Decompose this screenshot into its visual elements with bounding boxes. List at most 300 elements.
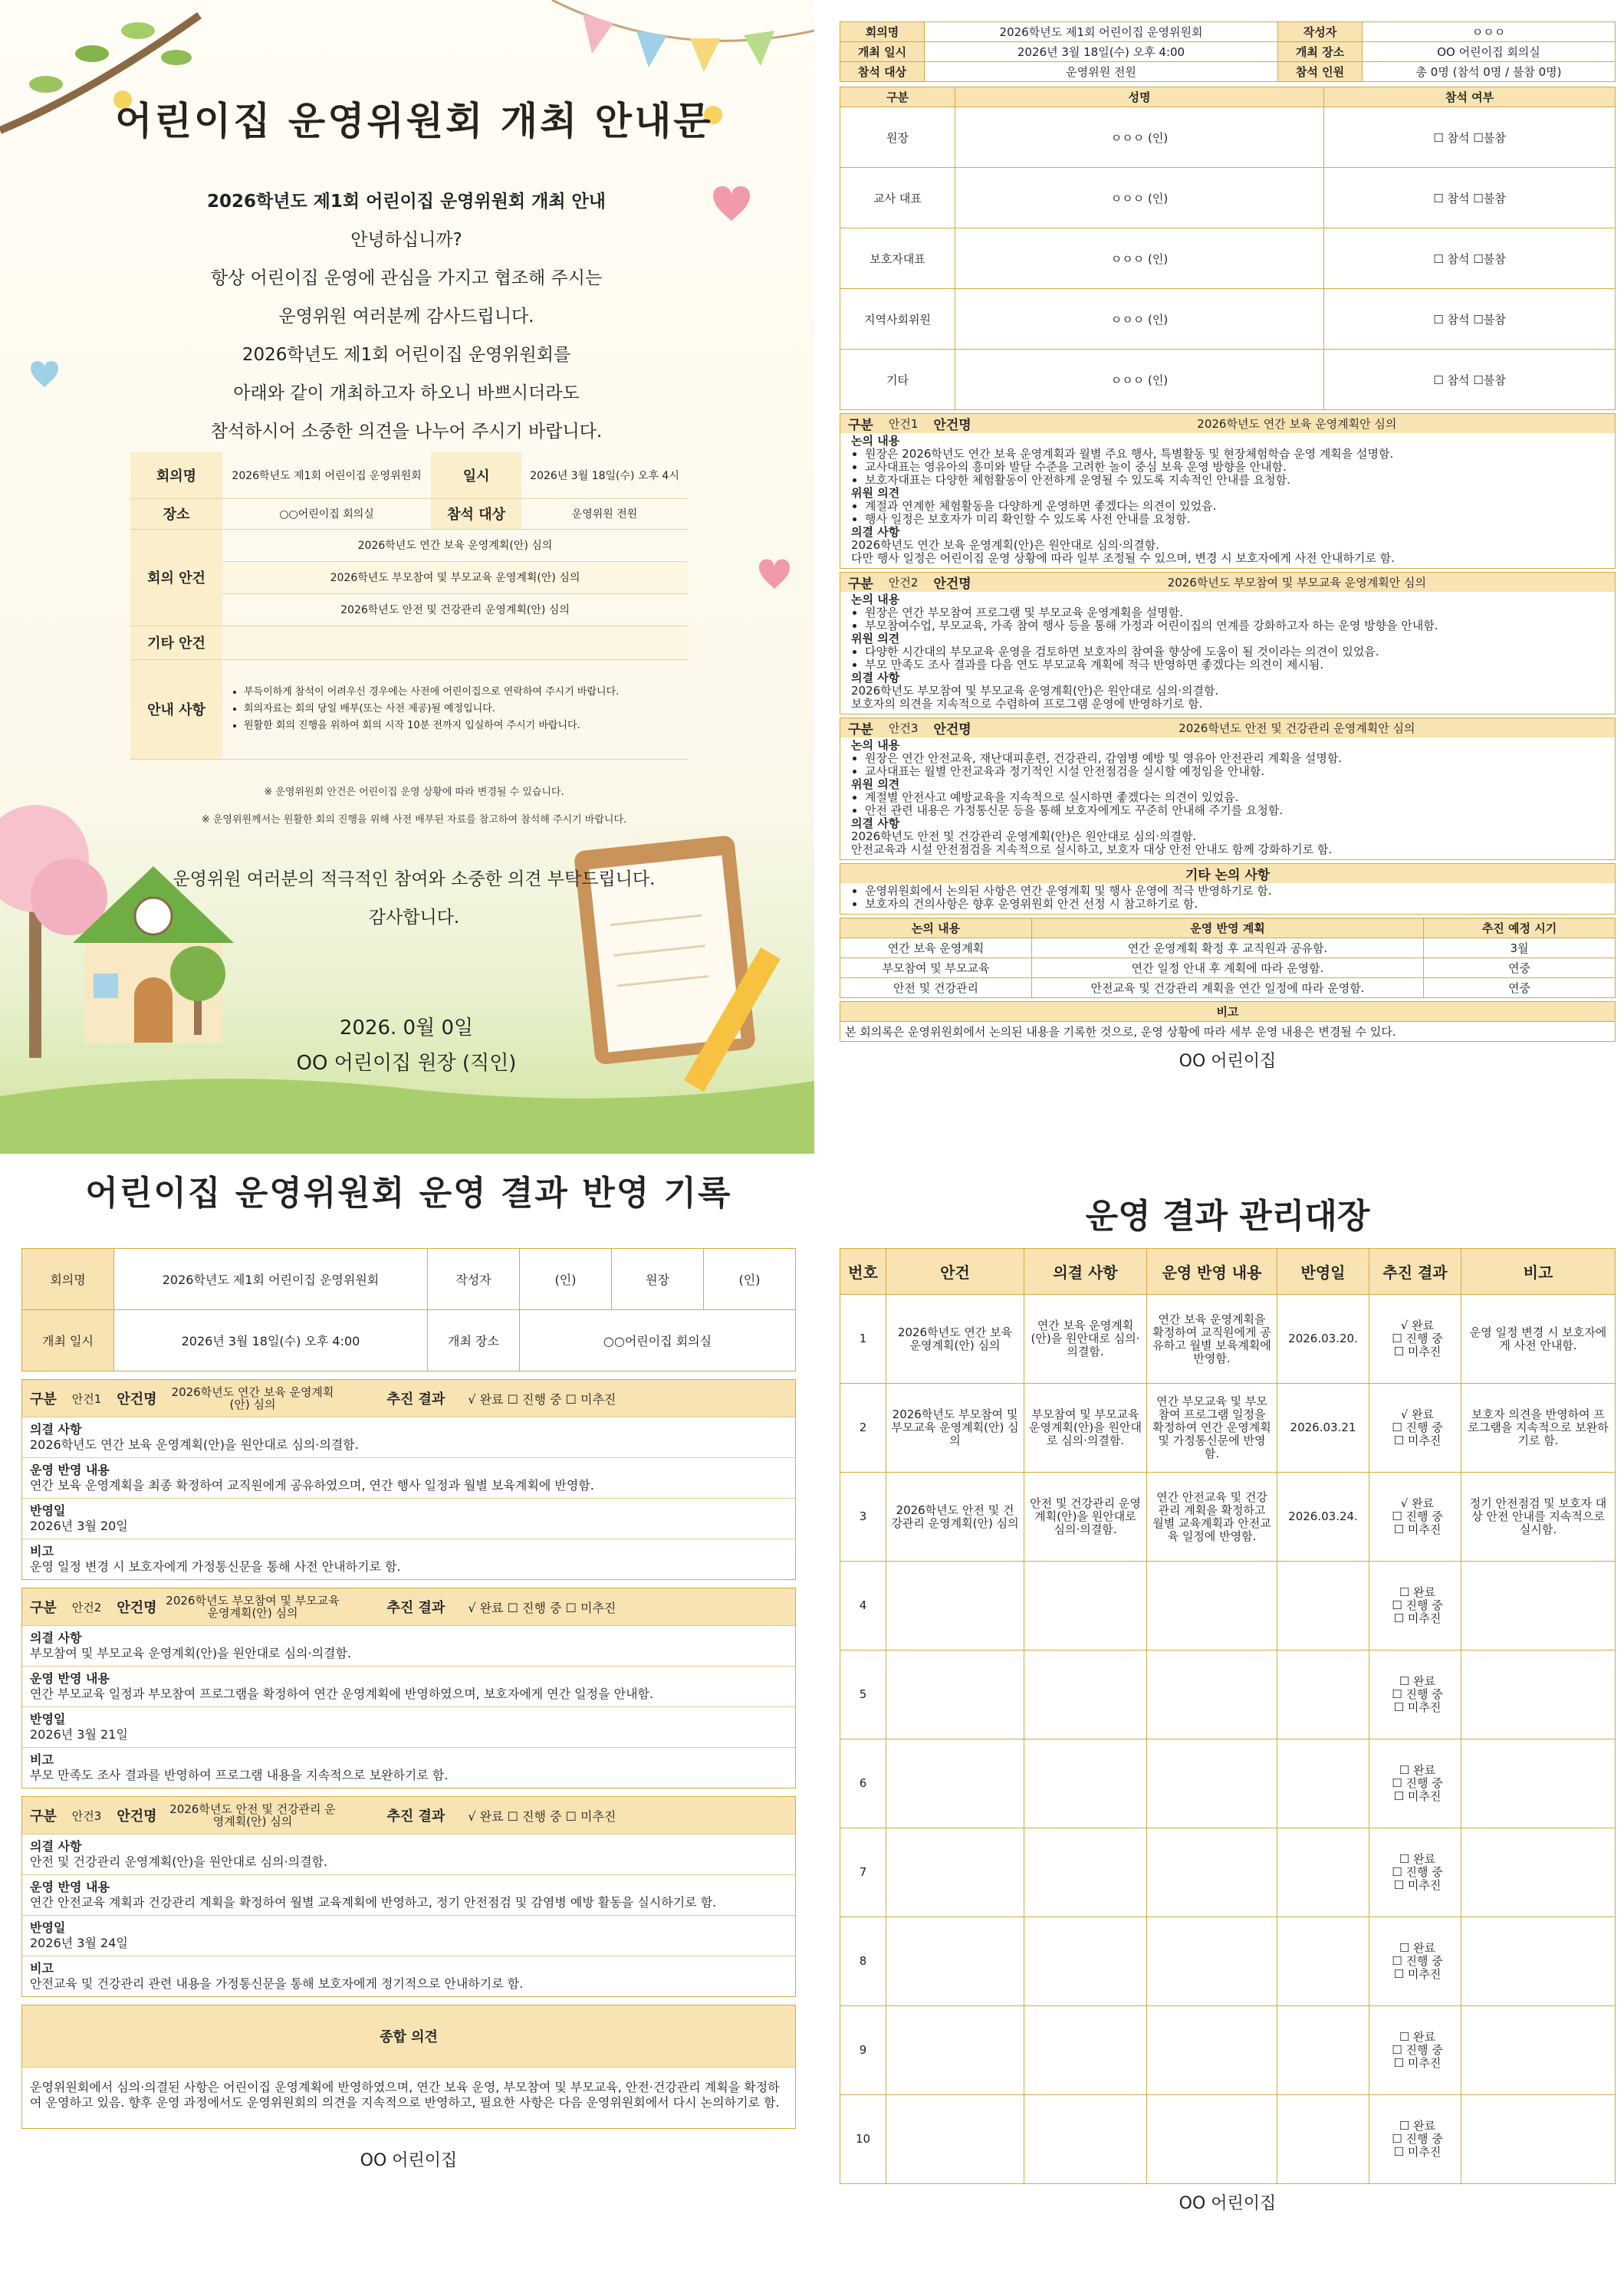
label-remark: 비고 <box>30 1544 54 1559</box>
label-remark: 비고 <box>30 1752 54 1767</box>
meeting-name: 2026학년도 제1회 어린이집 운영위원회 <box>222 452 431 498</box>
date-text: 2026년 3월 20일 <box>30 1519 128 1533</box>
minutes-agenda-2 <box>840 572 1616 714</box>
record-meeting: 2026학년도 제1회 어린이집 운영위원회 <box>114 1249 428 1310</box>
opinion-item: • 행사 일정은 보호자가 미리 확인할 수 있도록 사전 안내를 요청함. <box>865 513 1607 526</box>
table-row <box>840 1917 1616 2006</box>
opinion-item: • 다양한 시간대의 부모교육 운영을 검토하면 보호자의 참여율 향상에 도움이 될 것이라는 의견이 있었음. <box>865 645 1607 659</box>
plan-table <box>840 918 1616 998</box>
label-opinion: 위원 의견 <box>851 486 900 500</box>
minutes-footer: OO 어린이집 <box>1179 1052 1277 1071</box>
grass-icon <box>0 1079 814 1154</box>
remark-text: 안전교육 및 건강관리 관련 내용을 가정통신문을 통해 보호자에게 정기적으로 안내하기로 함. <box>30 1976 524 1991</box>
label-summary: 종합 의견 <box>380 2029 438 2045</box>
table-row <box>840 1295 1616 1384</box>
row-remark: 정기 안전점검 및 보호자 대상 안전 안내를 지속적으로 실시함. <box>1461 1473 1616 1562</box>
row-date: 2026.03.20. <box>1277 1295 1369 1384</box>
label-place: 개최 장소 <box>428 1310 520 1371</box>
date-text: 2026년 3월 21일 <box>30 1727 128 1742</box>
status-checkbox[interactable]: ☐ 미추진 <box>1393 1700 1442 1714</box>
row-date <box>1277 1917 1369 2006</box>
label-date: 반영일 <box>30 1920 66 1935</box>
row-status <box>1369 1739 1461 1828</box>
label-date: 반영일 <box>30 1503 66 1518</box>
row-date <box>1277 1739 1369 1828</box>
decision-text: 부모참여 및 부모교육 운영계획(안)을 원안대로 심의·의결함. <box>30 1646 352 1660</box>
status-checkbox[interactable]: ☐ 완료 <box>1399 1585 1436 1599</box>
row-agenda <box>886 1739 1024 1828</box>
row-reflect <box>1147 1562 1277 1651</box>
label-decision: 의결 사항 <box>30 1839 82 1854</box>
row-agenda: 2026학년도 연간 보육 운영계획(안) 심의 <box>886 1295 1024 1384</box>
row-status <box>1369 1562 1461 1651</box>
minutes-other <box>840 863 1616 915</box>
status-checkbox[interactable]: ☐ 완료 <box>1399 1674 1436 1688</box>
member-name: ㅇㅇㅇ (인) <box>955 107 1324 168</box>
status-checkbox[interactable]: ☐ 진행 중 <box>1392 1687 1443 1701</box>
col-attend: 참석 여부 <box>1324 87 1616 107</box>
status-checkbox[interactable]: ☐ 완료 <box>1399 1763 1436 1777</box>
intro-line: 운영위원 여러분께 감사드립니다. <box>278 307 534 327</box>
label-agenda-name: 안건명 <box>933 722 971 737</box>
member-role: 보호자대표 <box>840 228 955 289</box>
col-no: 번호 <box>840 1249 886 1295</box>
date-text: 2026년 3월 24일 <box>30 1936 128 1950</box>
attend-checkbox[interactable]: ☐ 참석 ☐불참 <box>1324 289 1616 350</box>
record-place: ○○어린이집 회의실 <box>520 1310 796 1371</box>
status-checkbox[interactable]: ☐ 진행 중 <box>1392 2132 1443 2146</box>
label-discuss: 논의 내용 <box>851 434 900 448</box>
row-remark <box>1461 2095 1616 2184</box>
status-checkbox[interactable]: ☐ 미추진 <box>1393 1878 1442 1892</box>
notice-page <box>0 0 814 1154</box>
notice-note: ※ 운영위원회 안건은 어린이집 운영 상황에 따라 변경될 수 있습니다. <box>264 787 564 798</box>
discuss-item: • 교사대표는 월별 안전교육과 정기적인 시설 안전점검을 실시할 예정임을 안내함. <box>865 765 1607 778</box>
status-checkbox[interactable]: √ 완료 ☐ 진행 중 ☐ 미추진 <box>468 1391 616 1407</box>
label-agenda: 회의 안건 <box>130 529 222 626</box>
member-name: ㅇㅇㅇ (인) <box>955 168 1324 228</box>
row-decision <box>1024 2095 1147 2184</box>
row-decision <box>1024 1828 1147 1917</box>
discuss-item: • 보호자대표는 다양한 체험활동이 안전하게 운영될 수 있도록 지속적인 안내를 요청함. <box>865 474 1607 487</box>
opinion-item: • 계절과 연계한 체험활동을 다양하게 운영하면 좋겠다는 의견이 있었음. <box>865 500 1607 513</box>
notice-intro <box>123 182 690 451</box>
intro-line: 안녕하십니까? <box>350 230 462 250</box>
minutes-datetime: 2026년 3월 18일(수) 오후 4:00 <box>925 42 1278 62</box>
meeting-datetime: 2026년 3월 18일(수) 오후 4시 <box>521 452 688 498</box>
label-opinion: 위원 의견 <box>851 777 900 791</box>
remark-text: 운영 일정 변경 시 보호자에게 가정통신문을 통해 사전 안내하기로 함. <box>30 1559 401 1574</box>
col-date: 반영일 <box>1277 1249 1369 1295</box>
row-agenda: 2026학년도 안전 및 건강관리 운영계획(안) 심의 <box>886 1473 1024 1562</box>
table-row <box>840 1562 1616 1651</box>
col-name: 성명 <box>955 87 1324 107</box>
row-remark <box>1461 1917 1616 2006</box>
decision-text: 안전 및 건강관리 운영계획(안)을 원안대로 심의·의결함. <box>30 1854 328 1869</box>
guide-item: • 원활한 회의 진행을 위하여 회의 시작 10분 전까지 입실하여 주시기 바랍니다. <box>244 718 683 734</box>
label-result: 추진 결과 <box>386 1808 445 1825</box>
minutes-page <box>840 21 1616 1141</box>
status-checkbox[interactable]: ☐ 진행 중 <box>1392 2043 1443 2057</box>
label-result: 추진 결과 <box>386 1391 445 1407</box>
status-checkbox[interactable]: ☐ 미추진 <box>1393 1522 1442 1536</box>
other-item: • 보호자의 건의사항은 향후 운영위원회 안건 선정 시 참고하기로 함. <box>865 898 1607 911</box>
notice-date: 2026. 0월 0일 <box>339 1017 474 1040</box>
notice-signer: OO 어린이집 원장 (직인) <box>296 1052 517 1075</box>
row-remark <box>1461 1562 1616 1651</box>
agenda-no: 안건1 <box>71 1391 102 1406</box>
row-decision <box>1024 1651 1147 1739</box>
plan-when: 연중 <box>1424 978 1616 998</box>
status-checkbox[interactable]: ☐ 진행 중 <box>1392 1598 1443 1612</box>
agenda-item: 2026학년도 부모참여 및 부모교육 운영계획(안) 심의 <box>222 561 688 593</box>
notice-title: 어린이집 운영위원회 개최 안내문 <box>115 99 713 143</box>
label-remark: 비고 <box>840 1002 1616 1022</box>
decision-line: 보호자의 의견을 지속적으로 수렴하여 프로그램 운영에 반영하기로 함. <box>851 697 1203 711</box>
minutes-count: 총 0명 (참석 0명 / 불참 0명) <box>1363 62 1616 82</box>
status-checkbox[interactable]: ☐ 진행 중 <box>1392 1509 1443 1523</box>
label-target: 참석 대상 <box>840 62 925 82</box>
table-row <box>840 1828 1616 1917</box>
status-checkbox[interactable]: ☐ 진행 중 <box>1392 1776 1443 1790</box>
discuss-item: • 원장은 연간 안전교육, 재난대피훈련, 건강관리, 감염병 예방 및 영유아 안전관리 계획을 설명함. <box>865 752 1607 765</box>
row-agenda <box>886 1651 1024 1739</box>
table-row <box>840 1739 1616 1828</box>
table-row <box>840 1384 1616 1473</box>
row-status <box>1369 2095 1461 2184</box>
status-checkbox[interactable]: √ 완료 <box>1400 1407 1435 1421</box>
status-checkbox[interactable]: ☐ 미추진 <box>1393 1967 1442 1981</box>
minutes-agenda-3 <box>840 718 1616 860</box>
row-no: 7 <box>840 1828 886 1917</box>
agenda-title: 2026학년도 연간 보육 운영계획안 심의 <box>1197 417 1397 431</box>
row-decision <box>1024 1739 1147 1828</box>
record-header-table <box>21 1248 796 1371</box>
row-decision <box>1024 1917 1147 2006</box>
agenda-title: 2026학년도 연간 보육 운영계획(안) 심의 <box>171 1385 334 1411</box>
row-status <box>1369 1295 1461 1384</box>
guide-item: • 부득이하게 참석이 어려우신 경우에는 사전에 어린이집으로 연락하여 주시기 바랍니다. <box>244 684 683 701</box>
label-attendees: 참석 대상 <box>431 498 521 529</box>
label-cat: 구분 <box>30 1391 57 1407</box>
agenda-item: 2026학년도 연간 보육 운영계획(안) 심의 <box>222 529 688 561</box>
status-checkbox[interactable]: ☐ 미추진 <box>1393 1434 1442 1447</box>
remark-text: 부모 만족도 조사 결과를 반영하여 프로그램 내용을 지속적으로 보완하기로 함. <box>30 1768 449 1782</box>
status-checkbox[interactable]: ☐ 미추진 <box>1393 2056 1442 2070</box>
ledger-page <box>840 1188 1616 2292</box>
opinion-item: • 부모 만족도 조사 결과를 다음 연도 부모교육 계획에 적극 반영하면 좋겠다는 의견이 제시됨. <box>865 659 1607 672</box>
bunting-flags-icon <box>552 0 814 72</box>
members-table <box>840 87 1616 410</box>
row-date <box>1277 1651 1369 1739</box>
label-other: 기타 안건 <box>130 626 222 659</box>
plan-text: 안전교육 및 건강관리 계획을 연간 일정에 따라 운영함. <box>1032 978 1424 998</box>
member-role: 원장 <box>840 107 955 168</box>
record-agenda-1 <box>21 1379 796 1580</box>
member-role: 지역사회위원 <box>840 289 955 350</box>
row-reflect <box>1147 1651 1277 1739</box>
remark-text: 본 회의록은 운영위원회에서 논의된 내용을 기록한 것으로, 운영 상황에 따라 세부 운영 내용은 변경될 수 있다. <box>840 1022 1616 1042</box>
row-decision: 안전 및 건강관리 운영계획(안)을 원안대로 심의·의결함. <box>1024 1473 1147 1562</box>
status-checkbox[interactable]: ☐ 완료 <box>1399 1941 1436 1955</box>
status-checkbox[interactable]: ☐ 진행 중 <box>1392 1421 1443 1434</box>
row-status <box>1369 1473 1461 1562</box>
row-remark <box>1461 1651 1616 1739</box>
record-title: 어린이집 운영위원회 운영 결과 반영 기록 <box>85 1174 732 1213</box>
record-summary <box>21 2005 796 2129</box>
label-agenda-name: 안건명 <box>117 1391 157 1407</box>
label-cat: 구분 <box>848 576 873 592</box>
label-datetime: 개최 일시 <box>840 42 925 62</box>
plan-text: 연간 운영계획 확정 후 교직원과 공유함. <box>1032 938 1424 958</box>
agenda-no: 안건2 <box>888 576 919 590</box>
label-meeting: 회의명 <box>22 1249 114 1310</box>
row-reflect <box>1147 1828 1277 1917</box>
decision-line: 2026학년도 부모참여 및 부모교육 운영계획(안)은 원안대로 심의·의결함. <box>851 684 1219 698</box>
label-cat: 구분 <box>30 1600 57 1616</box>
row-reflect <box>1147 2006 1277 2095</box>
attend-checkbox[interactable]: ☐ 참석 ☐불참 <box>1324 350 1616 410</box>
row-status <box>1369 1384 1461 1473</box>
label-reflect: 운영 반영 내용 <box>30 1880 110 1894</box>
status-checkbox[interactable]: ☐ 미추진 <box>1393 1611 1442 1625</box>
row-decision: 부모참여 및 부모교육 운영계획(안)을 원안대로 심의·의결함. <box>1024 1384 1147 1473</box>
status-checkbox[interactable]: ☐ 미추진 <box>1393 2145 1442 2159</box>
status-checkbox[interactable]: √ 완료 <box>1400 1496 1435 1510</box>
row-date <box>1277 2095 1369 2184</box>
row-date <box>1277 1828 1369 1917</box>
intro-line: 2026학년도 제1회 어린이집 운영위원회 개최 안내 <box>207 192 606 212</box>
ledger-title: 운영 결과 관리대장 <box>1085 1197 1370 1236</box>
plan-when: 3월 <box>1424 938 1616 958</box>
attend-checkbox[interactable]: ☐ 참석 ☐불참 <box>1324 107 1616 168</box>
record-agenda-2 <box>21 1588 796 1789</box>
record-agenda-3 <box>21 1796 796 1997</box>
label-cat: 구분 <box>30 1808 57 1825</box>
status-checkbox[interactable]: ☐ 진행 중 <box>1392 1332 1443 1345</box>
row-decision <box>1024 1562 1147 1651</box>
row-remark: 운영 일정 변경 시 보호자에게 사전 안내함. <box>1461 1295 1616 1384</box>
meeting-attendees: 운영위원 전원 <box>521 498 688 529</box>
label-decision: 의결 사항 <box>851 816 900 830</box>
member-role: 기타 <box>840 350 955 410</box>
row-agenda <box>886 2095 1024 2184</box>
member-name: ㅇㅇㅇ (인) <box>955 350 1324 410</box>
reflect-text: 연간 안전교육 계획과 건강관리 계획을 확정하여 월별 교육계획에 반영하고, 정기 안전점검 및 감염병 예방 활동을 실시하기로 함. <box>30 1895 717 1910</box>
row-date <box>1277 1562 1369 1651</box>
label-datetime: 일시 <box>431 452 521 498</box>
status-checkbox[interactable]: ☐ 미추진 <box>1393 1789 1442 1803</box>
member-role: 교사 대표 <box>840 168 955 228</box>
status-checkbox[interactable]: ☐ 완료 <box>1399 2119 1436 2133</box>
row-agenda: 2026학년도 부모참여 및 부모교육 운영계획(안) 심의 <box>886 1384 1024 1473</box>
label-agenda-name: 안건명 <box>117 1600 157 1616</box>
closing-line: 감사합니다. <box>368 908 460 928</box>
label-place: 장소 <box>130 498 222 529</box>
col-remark: 비고 <box>1461 1249 1616 1295</box>
row-no: 5 <box>840 1651 886 1739</box>
row-no: 1 <box>840 1295 886 1384</box>
row-reflect <box>1147 1917 1277 2006</box>
intro-line: 아래와 같이 개최하고자 하오니 바쁘시더라도 <box>233 383 580 403</box>
decision-line: 다만 행사 일정은 어린이집 운영 상황에 따라 일부 조정될 수 있으며, 변경 시 보호자에게 사전 안내하기로 함. <box>851 551 1395 565</box>
row-reflect: 연간 부모교육 및 부모참여 프로그램 일정을 확정하여 연간 운영계획 및 가정통신문에 반영함. <box>1147 1384 1277 1473</box>
discuss-item: • 교사대표는 영유아의 흥미와 발달 수준을 고려한 놀이 중심 보육 운영 방향을 안내함. <box>865 461 1607 474</box>
label-meeting: 회의명 <box>840 22 925 42</box>
label-date: 반영일 <box>30 1712 66 1726</box>
status-checkbox[interactable]: ☐ 완료 <box>1399 2030 1436 2044</box>
table-row <box>840 1651 1616 1739</box>
label-agenda-name: 안건명 <box>933 418 971 433</box>
status-checkbox[interactable]: ☐ 진행 중 <box>1392 1865 1443 1879</box>
label-other: 기타 논의 사항 <box>1185 868 1271 883</box>
attend-checkbox[interactable]: ☐ 참석 ☐불참 <box>1324 168 1616 228</box>
row-agenda <box>886 1562 1024 1651</box>
label-decision: 의결 사항 <box>851 671 900 685</box>
row-no: 4 <box>840 1562 886 1651</box>
label-discuss: 논의 내용 <box>851 593 900 606</box>
member-name: ㅇㅇㅇ (인) <box>955 289 1324 350</box>
row-no: 6 <box>840 1739 886 1828</box>
ledger-footer: OO 어린이집 <box>1179 2194 1277 2213</box>
label-agenda-name: 안건명 <box>933 576 971 592</box>
row-status <box>1369 1917 1461 2006</box>
opinion-item: • 안전 관련 내용은 가정통신문 등을 통해 보호자에게도 꾸준히 안내해 주기를 요청함. <box>865 804 1607 817</box>
col-content: 논의 내용 <box>840 918 1032 938</box>
status-checkbox[interactable]: √ 완료 ☐ 진행 중 ☐ 미추진 <box>468 1600 616 1615</box>
minutes-target: 운영위원 전원 <box>925 62 1278 82</box>
discuss-item: • 원장은 2026학년도 연간 보육 운영계획과 월별 주요 행사, 특별활동 및 현장체험학습 운영 계획을 설명함. <box>865 448 1607 461</box>
label-decision: 의결 사항 <box>851 525 900 539</box>
row-reflect: 연간 보육 운영계획을 확정하여 교직원에게 공유하고 월별 보육계획에 반영함. <box>1147 1295 1277 1384</box>
agenda-title: 2026학년도 부모참여 및 부모교육 운영계획(안) 심의 <box>166 1594 340 1620</box>
table-row <box>840 2095 1616 2184</box>
status-checkbox[interactable]: ☐ 진행 중 <box>1392 1954 1443 1968</box>
label-reflect: 운영 반영 내용 <box>30 1671 110 1686</box>
ledger-table <box>840 1248 1616 2184</box>
other-item: • 운영위원회에서 논의된 사항은 연간 운영계획 및 행사 운영에 적극 반영하기로 함. <box>865 885 1607 898</box>
label-cat: 구분 <box>848 722 873 737</box>
row-date: 2026.03.21 <box>1277 1384 1369 1473</box>
table-row <box>840 1473 1616 1562</box>
row-status <box>1369 1828 1461 1917</box>
label-meeting: 회의명 <box>130 452 222 498</box>
notice-closing <box>146 860 682 937</box>
reflect-text: 연간 부모교육 일정과 부모참여 프로그램을 확정하여 연간 운영계획에 반영하였으며, 보호자에게 연간 일정을 안내함. <box>30 1687 654 1701</box>
label-datetime: 개최 일시 <box>22 1310 114 1371</box>
row-reflect <box>1147 2095 1277 2184</box>
row-remark: 보호자 의견을 반영하여 프로그램을 지속적으로 보완하기로 함. <box>1461 1384 1616 1473</box>
row-no: 3 <box>840 1473 886 1562</box>
row-agenda <box>886 1828 1024 1917</box>
other-agenda <box>222 626 688 659</box>
col-reflect: 운영 반영 내용 <box>1147 1249 1277 1295</box>
row-remark <box>1461 1739 1616 1828</box>
row-no: 9 <box>840 2006 886 2095</box>
row-agenda <box>886 1917 1024 2006</box>
row-date <box>1277 2006 1369 2095</box>
agenda-title: 2026학년도 안전 및 건강관리 운영계획(안) 심의 <box>169 1802 336 1828</box>
member-name: ㅇㅇㅇ (인) <box>955 228 1324 289</box>
label-author: 작성자 <box>1278 22 1363 42</box>
row-agenda <box>886 2006 1024 2095</box>
minutes-author: ㅇㅇㅇ <box>1363 22 1616 42</box>
discuss-item: • 원장은 연간 부모참여 프로그램 및 부모교육 운영계획을 설명함. <box>865 606 1607 619</box>
row-status <box>1369 2006 1461 2095</box>
label-director: 원장 <box>612 1249 704 1310</box>
label-author: 작성자 <box>428 1249 520 1310</box>
intro-line: 항상 어린이집 운영에 관심을 가지고 협조해 주시는 <box>210 268 603 288</box>
plan-when: 연중 <box>1424 958 1616 978</box>
col-agenda: 안건 <box>886 1249 1024 1295</box>
decision-text: 2026학년도 연간 보육 운영계획(안)을 원안대로 심의·의결함. <box>30 1437 359 1452</box>
discuss-item: • 부모참여수업, 부모교육, 가족 참여 행사 등을 통해 가정과 어린이집의 연계를 강화하고자 하는 운영 방향을 안내함. <box>865 619 1607 632</box>
table-row <box>840 2006 1616 2095</box>
agenda-no: 안건3 <box>71 1808 102 1823</box>
label-decision: 의결 사항 <box>30 1631 82 1645</box>
director-sign: (인) <box>704 1249 796 1310</box>
agenda-no: 안건2 <box>71 1600 102 1614</box>
col-schedule: 추진 예정 시기 <box>1424 918 1616 938</box>
plan-content: 안전 및 건강관리 <box>840 978 1032 998</box>
row-remark <box>1461 1828 1616 1917</box>
minutes-header-table <box>840 21 1616 82</box>
col-plan: 운영 반영 계획 <box>1032 918 1424 938</box>
record-page <box>21 1165 796 2285</box>
attend-checkbox[interactable]: ☐ 참석 ☐불참 <box>1324 228 1616 289</box>
plan-content: 부모참여 및 부모교육 <box>840 958 1032 978</box>
decision-line: 2026학년도 연간 보육 운영계획(안)은 원안대로 심의·의결함. <box>851 538 1160 552</box>
row-no: 8 <box>840 1917 886 2006</box>
record-footer: OO 어린이집 <box>360 2151 458 2170</box>
row-no: 2 <box>840 1384 886 1473</box>
guide-item: • 회의자료는 회의 당일 배부(또는 사전 제공)될 예정입니다. <box>244 701 683 718</box>
label-decision: 의결 사항 <box>30 1422 82 1437</box>
label-opinion: 위원 의견 <box>851 632 900 645</box>
label-count: 참석 인원 <box>1278 62 1363 82</box>
status-checkbox[interactable]: √ 완료 ☐ 진행 중 ☐ 미추진 <box>468 1808 616 1824</box>
col-decision: 의결 사항 <box>1024 1249 1147 1295</box>
row-remark <box>1461 2006 1616 2095</box>
row-status <box>1369 1651 1461 1739</box>
minutes-place: OO 어린이집 회의실 <box>1363 42 1616 62</box>
opinion-item: • 계절별 안전사고 예방교육을 지속적으로 실시하면 좋겠다는 의견이 있었음. <box>865 791 1607 804</box>
row-no: 10 <box>840 2095 886 2184</box>
agenda-no: 안건1 <box>888 417 919 431</box>
intro-line: 2026학년도 제1회 어린이집 운영위원회를 <box>242 345 571 365</box>
agenda-item: 2026학년도 안전 및 건강관리 운영계획(안) 심의 <box>222 593 688 626</box>
status-checkbox[interactable]: ☐ 미추진 <box>1393 1345 1442 1358</box>
label-reflect: 운영 반영 내용 <box>30 1463 110 1477</box>
col-status: 추진 결과 <box>1369 1249 1461 1295</box>
author-sign: (인) <box>520 1249 612 1310</box>
record-datetime: 2026년 3월 18일(수) 오후 4:00 <box>114 1310 428 1371</box>
reflect-text: 연간 보육 운영계획을 최종 확정하여 교직원에게 공유하였으며, 연간 행사 일정과 월별 보육계획에 반영함. <box>30 1478 594 1493</box>
decision-line: 안전교육과 시설 안전점검을 지속적으로 실시하고, 보호자 대상 안전 안내도 함께 강화하기로 함. <box>851 843 1333 856</box>
status-checkbox[interactable]: √ 완료 <box>1400 1319 1435 1332</box>
remark-table <box>840 1001 1616 1042</box>
status-checkbox[interactable]: ☐ 완료 <box>1399 1852 1436 1866</box>
plan-content: 연간 보육 운영계획 <box>840 938 1032 958</box>
col-cat: 구분 <box>840 87 955 107</box>
minutes-agenda-1 <box>840 413 1616 569</box>
minutes-meeting: 2026학년도 제1회 어린이집 운영위원회 <box>925 22 1278 42</box>
label-guide: 안내 사항 <box>130 659 222 759</box>
label-cat: 구분 <box>848 418 873 433</box>
label-result: 추진 결과 <box>386 1600 445 1616</box>
plan-text: 연간 일정 안내 후 계획에 따라 운영함. <box>1032 958 1424 978</box>
intro-line: 참석하시어 소중한 의견을 나누어 주시기 바랍니다. <box>210 422 603 442</box>
